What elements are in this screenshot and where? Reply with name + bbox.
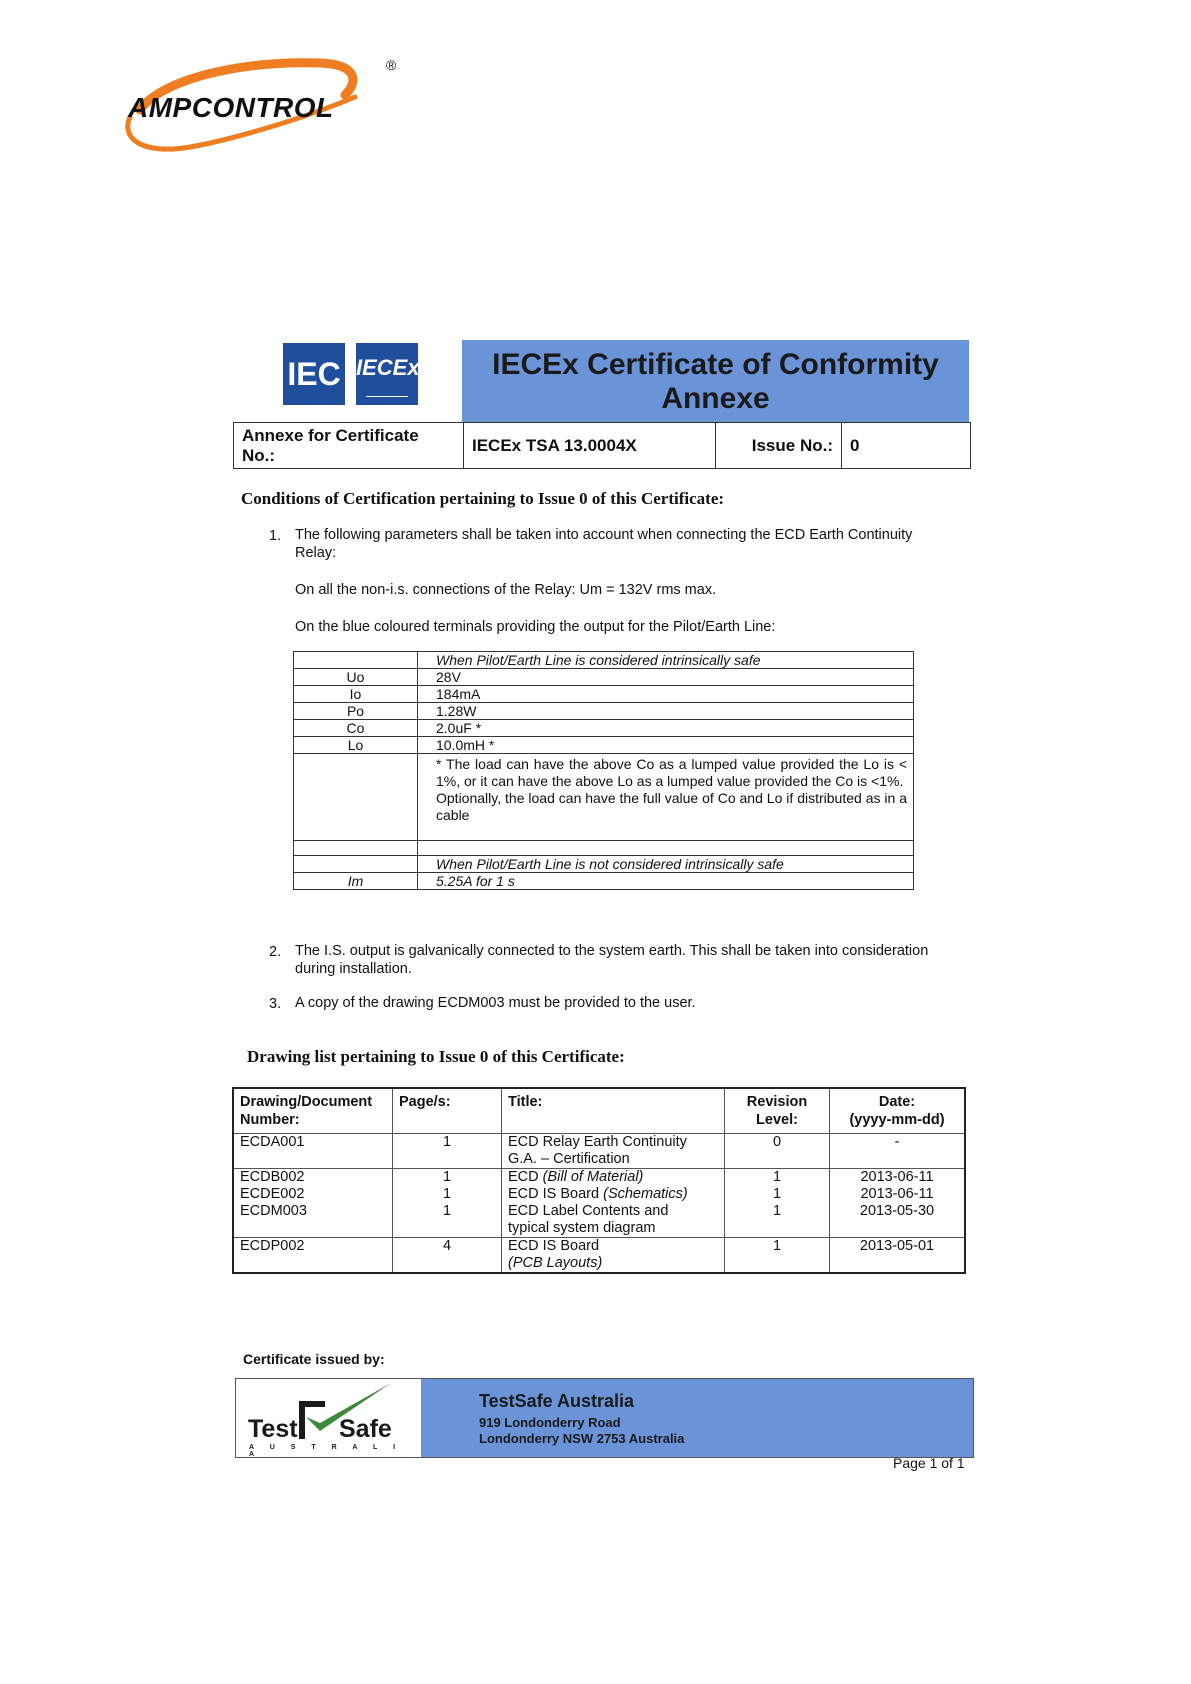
logo-safe: Safe: [339, 1415, 392, 1443]
certificate-number-row: [233, 422, 971, 469]
table-row: [294, 873, 914, 890]
table-row: [294, 841, 914, 856]
table-row: ECDB002 1 ECD (Bill of Material) 1 2013-06-11: [233, 1169, 965, 1187]
drawings-table: [232, 1087, 966, 1274]
table-row: ECDE002 1 ECD IS Board (Schematics) 1 2013-06-11: [233, 1186, 965, 1203]
col-title: Title:: [502, 1088, 725, 1134]
logo-test: Test: [248, 1415, 298, 1443]
registered-mark: ®: [386, 57, 397, 73]
certificate-subtitle: Annexe: [661, 382, 770, 415]
parameters-table: [293, 651, 914, 890]
table-row: ECDA001 1 ECD Relay Earth Continuity G.A. – Certification 0 -: [233, 1134, 965, 1169]
col-revision: Revision Level:: [725, 1088, 830, 1134]
issue-label: Issue No.:: [716, 423, 842, 468]
param-key: Io: [294, 686, 418, 703]
condition-1-text: The following parameters shall be taken into account when connecting the ECD Earth Continuity Relay:: [295, 527, 913, 561]
param-value: 28V: [418, 669, 914, 686]
condition-1-number: 1.: [269, 528, 282, 544]
param-value: 5.25A for 1 s: [418, 873, 914, 890]
ampcontrol-logo: [120, 55, 410, 155]
table-row: [294, 754, 914, 841]
param-note-2: Optionally, the load can have the full value of Co and Lo if distributed as in a cable: [436, 790, 907, 823]
table-row: ECDM003 1 ECD Label Contents and typical system diagram 1 2013-05-30: [233, 1203, 965, 1238]
col-pages: Page/s:: [393, 1088, 502, 1134]
issuer-name: TestSafe Australia: [479, 1391, 635, 1411]
param-key: Im: [294, 873, 418, 890]
iecex-logo-text: IECEx: [356, 355, 420, 380]
param-value: 10.0mH *: [418, 737, 914, 754]
cert-number: IECEx TSA 13.0004X: [464, 423, 716, 468]
table-row: [294, 703, 914, 720]
iec-logo: IEC: [283, 343, 345, 405]
col-date: Date: (yyyy-mm-dd): [830, 1088, 966, 1134]
logo-australia: A U S T R A L I A: [249, 1444, 403, 1458]
table-row: [294, 669, 914, 686]
certificate-title-box: [462, 340, 969, 422]
issuer-address-line2: Londonderry NSW 2753 Australia: [479, 1431, 685, 1446]
param-key: Po: [294, 703, 418, 720]
param-key: Lo: [294, 737, 418, 754]
table-row: [294, 686, 914, 703]
table-row: [294, 737, 914, 754]
param-key: Uo: [294, 669, 418, 686]
issued-by-label: Certificate issued by:: [243, 1351, 385, 1367]
issue-number: 0: [850, 435, 860, 455]
cert-label: Annexe for Certificate No.:: [234, 423, 464, 468]
table-row: [294, 856, 914, 873]
certificate-title: IECEx Certificate of Conformity: [492, 348, 939, 381]
not-is-header: When Pilot/Earth Line is not considered intrinsically safe: [418, 856, 914, 873]
blue-terminals-text: On the blue coloured terminals providing the output for the Pilot/Earth Line:: [295, 619, 776, 635]
condition-2-text: The I.S. output is galvanically connected to the system earth. This shall be taken into consideration during installation.: [295, 943, 929, 977]
param-value: 184mA: [418, 686, 914, 703]
non-is-connections-text: On all the non-i.s. connections of the Relay: Um = 132V rms max.: [295, 582, 717, 598]
param-value: 1.28W: [418, 703, 914, 720]
table-header-row: [233, 1088, 965, 1134]
issuer-info: [421, 1379, 973, 1457]
is-header: When Pilot/Earth Line is considered intrinsically safe: [418, 652, 914, 669]
table-row: [294, 720, 914, 737]
param-note: [418, 754, 914, 841]
param-note-1: * The load can have the above Co as a lumped value provided the Lo is < 1%, or it can have the above Lo as a lumped value provided the Co is <1%.: [436, 756, 907, 789]
table-row: ECDP002 4 ECD IS Board (PCB Layouts) 1 2013-05-01: [233, 1238, 965, 1274]
condition-2-number: 2.: [269, 944, 282, 960]
iecex-logo: [356, 343, 418, 405]
param-key: Co: [294, 720, 418, 737]
issuer-address-line1: 919 Londonderry Road: [479, 1415, 621, 1430]
table-row: [294, 652, 914, 669]
param-value: 2.0uF *: [418, 720, 914, 737]
conditions-heading: Conditions of Certification pertaining to Issue 0 of this Certificate:: [241, 489, 725, 508]
col-number: Drawing/Document Number:: [233, 1088, 393, 1134]
condition-3-number: 3.: [269, 996, 282, 1012]
logo-wordmark: AMPCONTROL: [128, 92, 334, 123]
page-number: Page 1 of 1: [893, 1455, 965, 1471]
drawings-heading: Drawing list pertaining to Issue 0 of this Certificate:: [247, 1047, 625, 1066]
condition-3-text: A copy of the drawing ECDM003 must be provided to the user.: [295, 995, 696, 1011]
testsafe-logo: [236, 1379, 421, 1457]
issuer-box: [235, 1378, 974, 1458]
